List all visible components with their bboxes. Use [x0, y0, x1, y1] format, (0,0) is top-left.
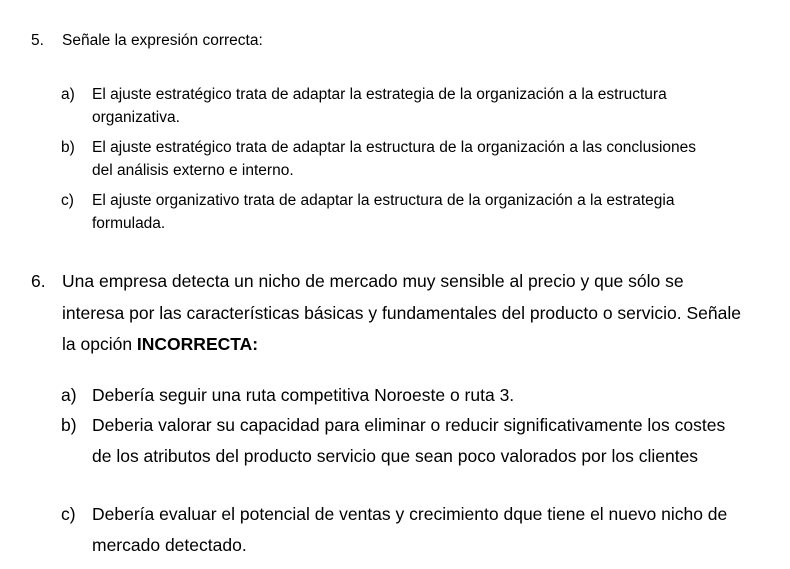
option-5c: [61, 189, 701, 235]
option-text: Deberia valorar su capacidad para eliminar o reducir significativamente los costes de los atributos del producto servicio que sean poco valorados por los clientes: [92, 415, 726, 466]
question-number: 5.: [31, 32, 44, 49]
option-text: Debería seguir una ruta competitiva Noroeste o ruta 3.: [92, 385, 515, 405]
option-text: El ajuste organizativo trata de adaptar la estructura de la organización a la estrategia formulada.: [92, 192, 675, 232]
question-prompt: Señale la expresión correcta:: [62, 32, 263, 49]
option-letter: c): [61, 504, 76, 524]
question-prompt-text: Una empresa detecta un nicho de mercado muy sensible al precio y que sólo se interesa por las características básicas y fundamentales del producto o servicio. Señale la opción: [62, 271, 741, 354]
option-letter: a): [61, 385, 77, 405]
option-letter: b): [61, 139, 75, 156]
option-6a: [61, 380, 741, 411]
option-5b: [61, 136, 701, 182]
option-letter: a): [61, 86, 75, 103]
question-prompt-emphasis: INCORRECTA:: [136, 334, 259, 354]
question-number: 6.: [31, 271, 46, 291]
option-6c: [61, 499, 741, 560]
option-text: El ajuste estratégico trata de adaptar la estrategia de la organización a la estructura organizativa.: [92, 86, 667, 126]
option-text: Debería evaluar el potencial de ventas y crecimiento dque tiene el nuevo nicho de mercado detectado.: [92, 504, 728, 555]
question-prompt: [62, 266, 746, 361]
option-text: El ajuste estratégico trata de adaptar la estructura de la organización a las conclusiones del análisis externo e interno.: [92, 139, 696, 179]
option-letter: c): [61, 192, 74, 209]
question-5: [31, 30, 751, 51]
option-6b: [61, 410, 741, 471]
question-6: [31, 266, 746, 361]
option-letter: b): [61, 415, 77, 435]
option-5a: [61, 83, 701, 129]
